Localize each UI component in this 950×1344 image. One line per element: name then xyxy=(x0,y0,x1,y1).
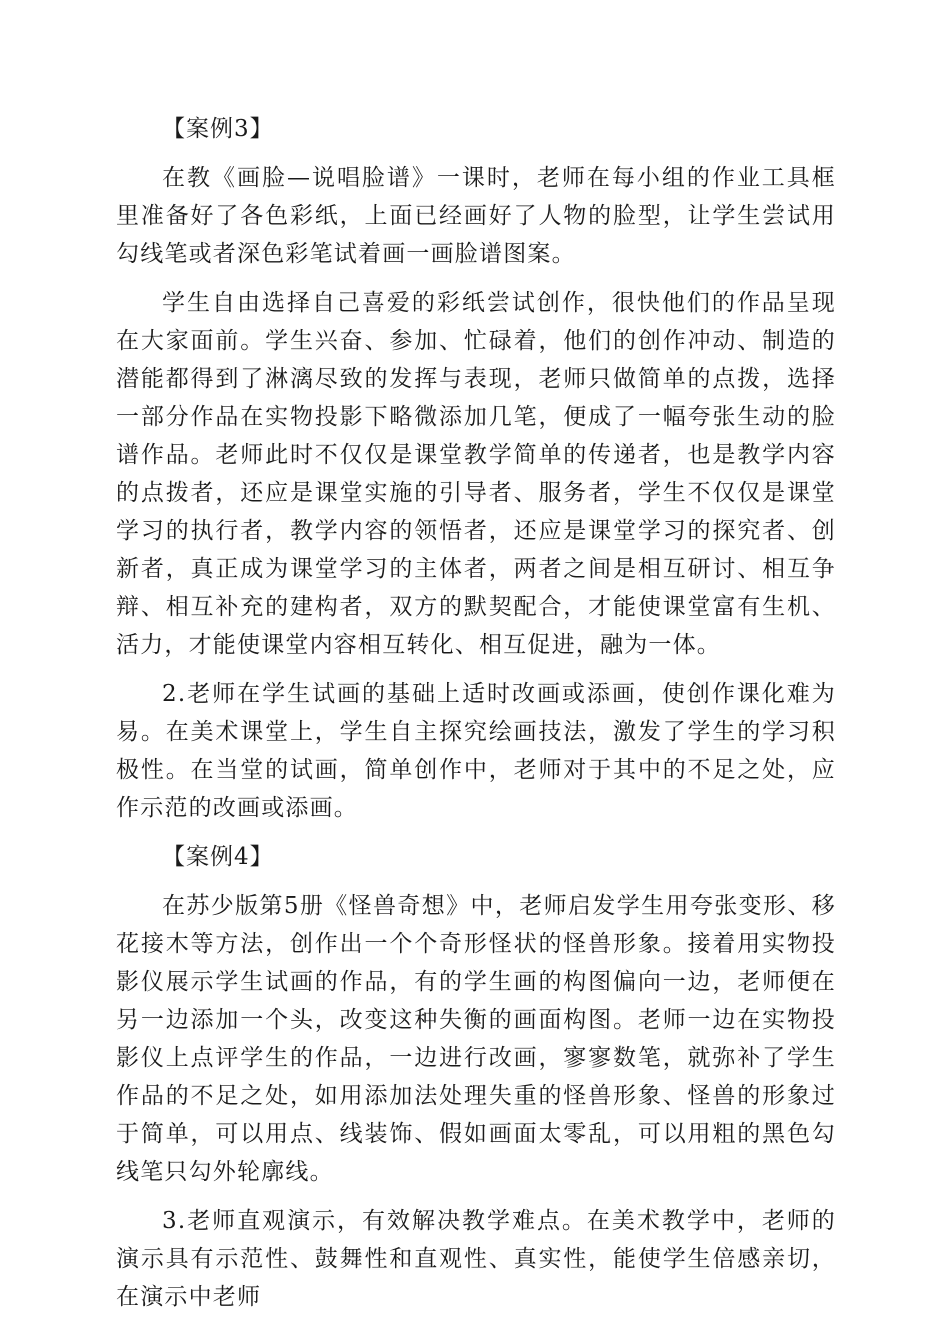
case-3-intro-paragraph: 在教《画脸—说唱脸谱》一课时，老师在每小组的作业工具框里准备好了各色彩纸，上面已经画好了人物的脸型，让学生尝试用勾线笔或者深色彩笔试着画一画脸谱图案。 xyxy=(116,165,836,267)
case-3-heading: 【案例3】 xyxy=(162,116,274,142)
case-3-analysis-paragraph: 学生自由选择自己喜爱的彩纸尝试创作，很快他们的作品呈现在大家面前。学生兴奋、参加、忙碌着，他们的创作冲动、制造的潜能都得到了淋漓尽致的发挥与表现，老师只做简单的点拨，选择一部分作品在实物投影下略微添加几笔，便成了一幅夸张生动的脸谱作品。老师此时不仅仅是课堂教学简单的传递者，也是教学内容的点拨者，还应是课堂实施的引导者、服务者，学生不仅仅是课堂学习的执行者，教学内容的领悟者，还应是课堂学习的探究者、创新者，真正成为课堂学习的主体者，两者之间是相互研讨、相互争辩、相互补充的建构者，双方的默契配合，才能使课堂富有生机、活力，才能使课堂内容相互转化、相互促进，融为一体。 xyxy=(116,290,836,658)
case-4-paragraph: 在苏少版第5册《怪兽奇想》中，老师启发学生用夸张变形、移花接木等方法，创作出一个个奇形怪状的怪兽形象。接着用实物投影仪展示学生试画的作品，有的学生画的构图偏向一边，老师便在另一边添加一个头，改变这种失衡的画面构图。老师一边在实物投影仪上点评学生的作品，一边进行改画，寥寥数笔，就弥补了学生作品的不足之处，如用添加法处理失重的怪兽形象、怪兽的形象过于简单，可以用点、线装饰、假如画面太零乱，可以用粗的黑色勾线笔只勾外轮廓线。 xyxy=(116,893,836,1185)
case-4-heading: 【案例4】 xyxy=(162,844,274,870)
point-2-paragraph: 2.老师在学生试画的基础上适时改画或添画，使创作课化难为易。在美术课堂上，学生自主探究绘画技法，激发了学生的学习积极性。在当堂的试画，简单创作中，老师对于其中的不足之处，应作示范的改画或添画。 xyxy=(116,681,836,821)
point-3-paragraph: 3.老师直观演示，有效解决教学难点。在美术教学中，老师的演示具有示范性、鼓舞性和直观性、真实性，能使学生倍感亲切，在演示中老师 xyxy=(116,1208,836,1310)
document-page xyxy=(116,110,836,1327)
